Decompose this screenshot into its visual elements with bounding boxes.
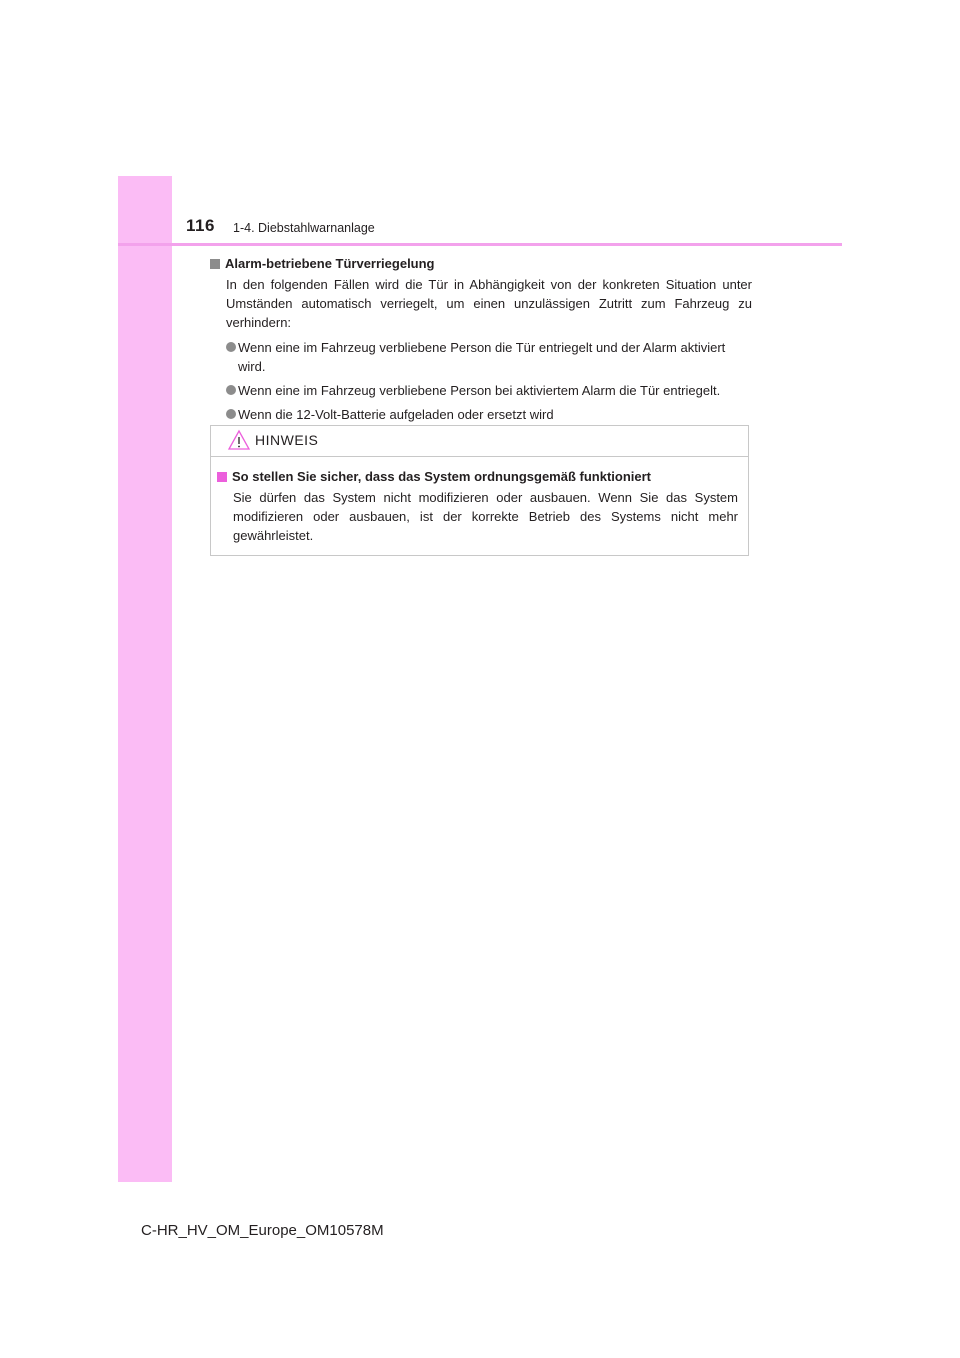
list-item: Wenn eine im Fahrzeug verbliebene Person die Tür entriegelt und der Alarm aktiviert wird. bbox=[226, 338, 752, 376]
section-title: 1-4. Diebstahlwarnanlage bbox=[233, 221, 375, 235]
margin-bar bbox=[118, 176, 172, 1182]
main-content bbox=[210, 254, 752, 429]
notice-heading-text: So stellen Sie sicher, dass das System ordnungsgemäß funktioniert bbox=[232, 469, 652, 484]
square-bullet-icon bbox=[217, 472, 227, 482]
footer-doc-id: C-HR_HV_OM_Europe_OM10578M bbox=[141, 1222, 384, 1239]
square-bullet-icon bbox=[210, 259, 220, 269]
intro-paragraph: In den folgenden Fällen wird die Tür in Abhängigkeit von der konkreten Situation unter Umständen automatisch verriegelt, um einen unzulässigen Zutritt zum Fahrzeug zu verhindern: bbox=[226, 277, 752, 330]
notice-heading bbox=[217, 467, 738, 486]
section-heading-text: Alarm-betriebene Türverriegelung bbox=[225, 256, 435, 271]
header-rule bbox=[118, 243, 842, 246]
notice-body bbox=[211, 457, 748, 545]
list-item: Wenn eine im Fahrzeug verbliebene Person bei aktiviertem Alarm die Tür entriegelt. bbox=[226, 381, 752, 400]
section-heading bbox=[210, 254, 752, 273]
page-number: 116 bbox=[186, 216, 215, 235]
bullet-list bbox=[226, 338, 752, 424]
notice-box bbox=[210, 425, 749, 556]
notice-paragraph: Sie dürfen das System nicht modifizieren oder ausbauen. Wenn Sie das System modifizieren oder ausbauen, ist der korrekte Betrieb des Systems nicht mehr gewährleistet. bbox=[233, 490, 738, 543]
notice-header bbox=[211, 426, 748, 457]
notice-title: HINWEIS bbox=[255, 432, 319, 448]
list-item: Wenn die 12-Volt-Batterie aufgeladen oder ersetzt wird bbox=[226, 405, 752, 424]
warning-triangle-icon bbox=[227, 429, 251, 451]
